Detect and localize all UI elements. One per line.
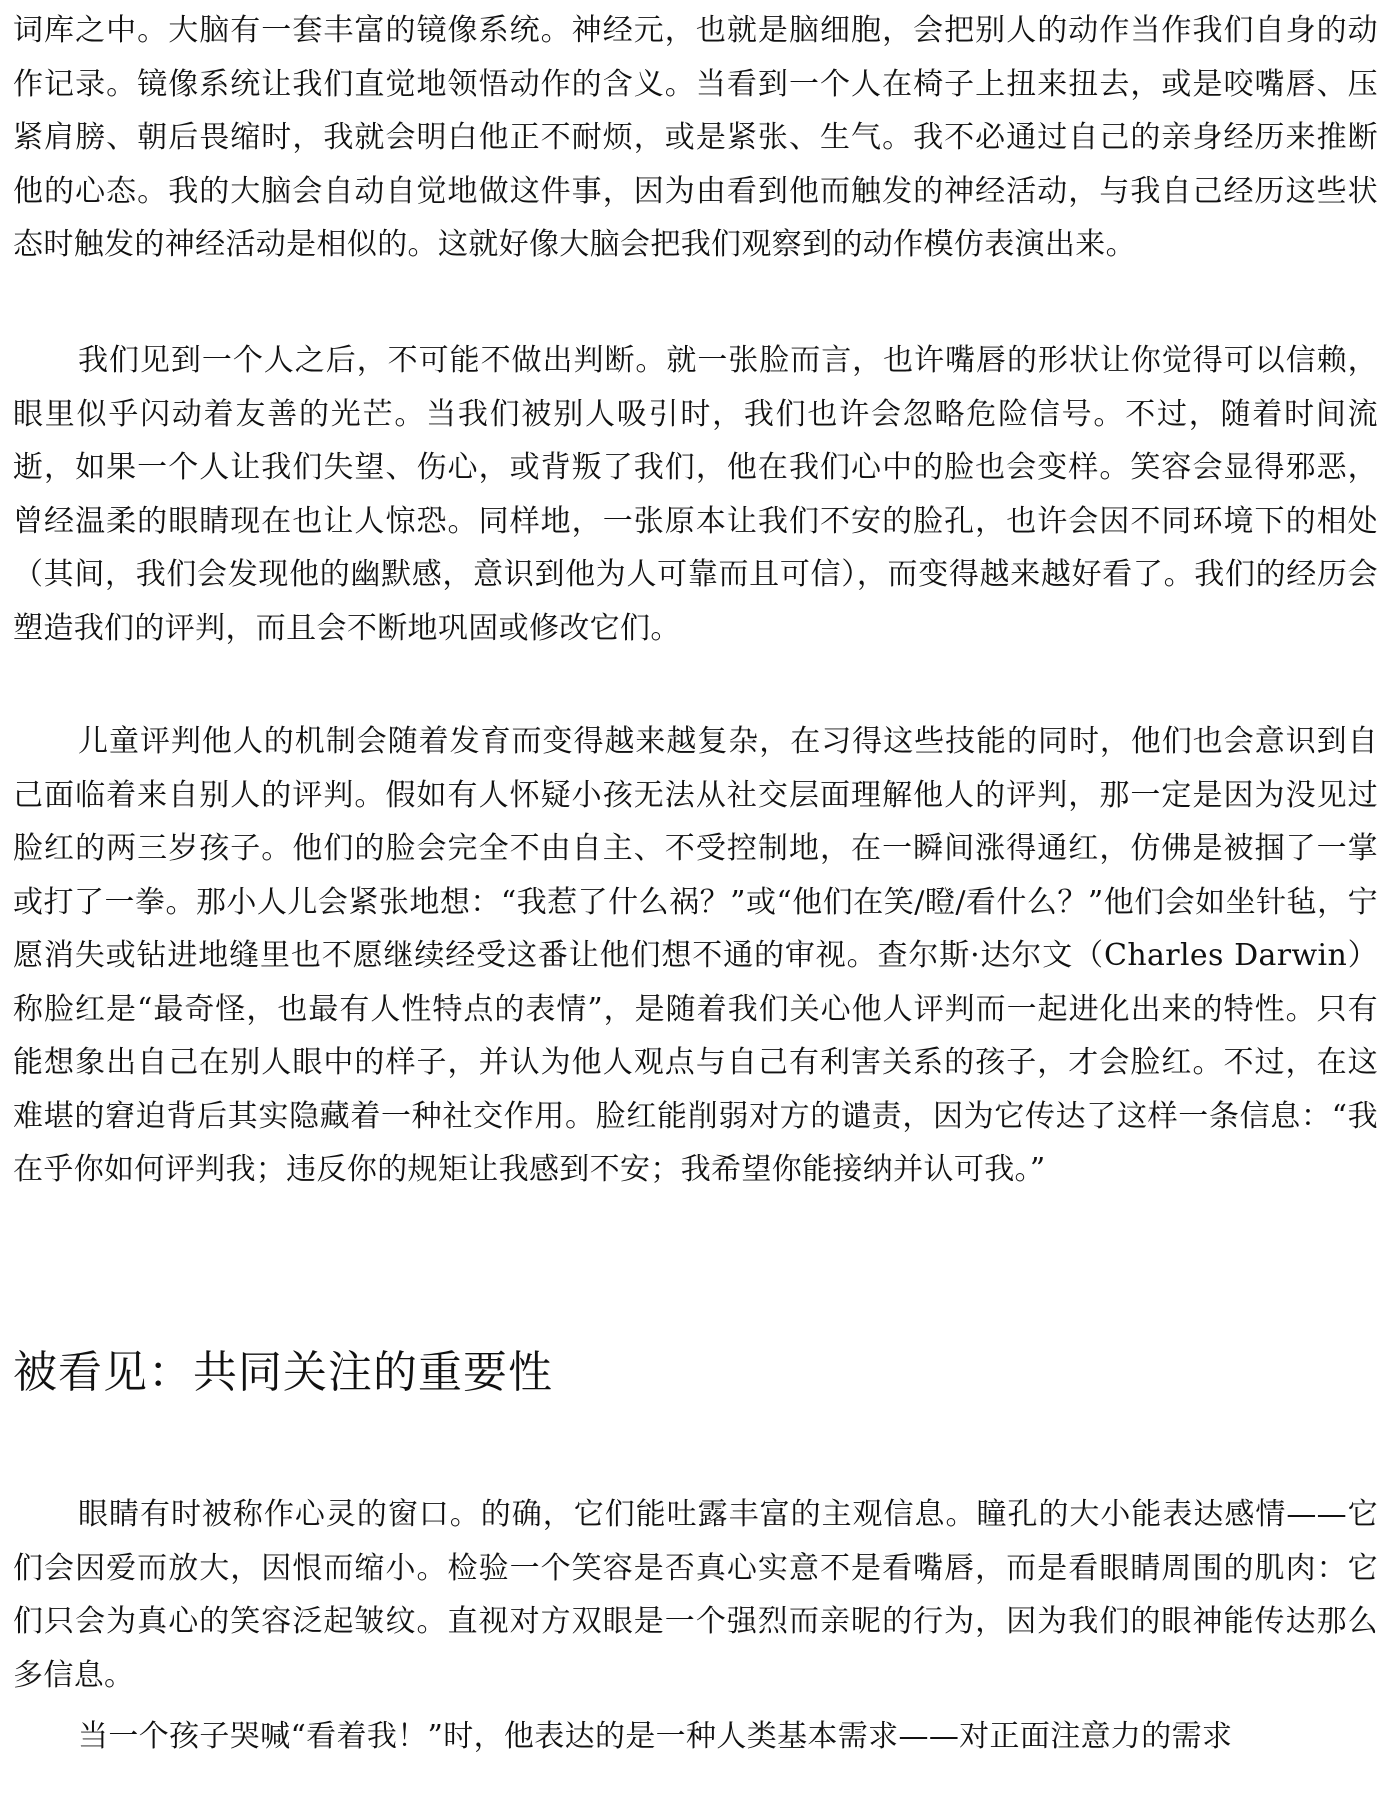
body-paragraph: 我们见到一个人之后，不可能不做出判断。就一张脸而言，也许嘴唇的形状让你觉得可以信赖，眼里似乎闪动着友善的光芒。当我们被别人吸引时，我们也许会忽略危险信号。不过，随着时间流逝，如果一个人让我们失望、伤心，或背叛了我们，他在我们心中的脸也会变样。笑容会显得邪恶，曾经温柔的眼睛现在也让人惊恐。同样地，一张原本让我们不安的脸孔，也许会因不同环境下的相处（其间，我们会发现他的幽默感，意识到他为人可靠而且可信），而变得越来越好看了。我们的经历会塑造我们的评判，而且会不断地巩固或修改它们。 xyxy=(13,343,1378,646)
body-paragraph: 儿童评判他人的机制会随着发育而变得越来越复杂，在习得这些技能的同时，他们也会意识到自己面临着来自别人的评判。假如有人怀疑小孩无法从社交层面理解他人的评判，那一定是因为没见过脸红的两三岁孩子。他们的脸会完全不由自主、不受控制地，在一瞬间涨得通红，仿佛是被掴了一掌或打了一拳。那小人儿会紧张地想：“我惹了什么祸？”或“他们在笑/瞪/看什么？”他们会如坐针毡，宁愿消失或钻进地缝里也不愿继续经受这番让他们想不通的审视。查尔斯·达尔文（Charles Darwin）称脸红是“最奇怪，也最有人性特点的表情”，是随着我们关心他人评判而一起进化出来的特性。只有能想象出自己在别人眼中的样子，并认为他人观点与自己有利害关系的孩子，才会脸红。不过，在这难堪的窘迫背后其实隐藏着一种社交作用。脸红能削弱对方的谴责，因为它传达了这样一条信息：“我在乎你如何评判我；违反你的规矩让我感到不安；我希望你能接纳并认可我。” xyxy=(13,724,1378,1187)
body-paragraph: 眼睛有时被称作心灵的窗口。的确，它们能吐露丰富的主观信息。瞳孔的大小能表达感情——它们会因爱而放大，因恨而缩小。检验一个笑容是否真心实意不是看嘴唇，而是看眼睛周围的肌肉：它们只会为真心的笑容泛起皱纹。直视对方双眼是一个强烈而亲昵的行为，因为我们的眼神能传达那么多信息。 xyxy=(13,1497,1378,1693)
section-heading: 被看见：共同关注的重要性 xyxy=(13,1347,553,1398)
body-paragraph: 当一个孩子哭喊“看着我！”时，他表达的是一种人类基本需求——对正面注意力的需求 xyxy=(78,1719,1233,1754)
document-page xyxy=(13,0,1378,1800)
body-paragraph: 词库之中。大脑有一套丰富的镜像系统。神经元，也就是脑细胞，会把别人的动作当作我们自身的动作记录。镜像系统让我们直觉地领悟动作的含义。当看到一个人在椅子上扭来扭去，或是咬嘴唇、压紧肩膀、朝后畏缩时，我就会明白他正不耐烦，或是紧张、生气。我不必通过自己的亲身经历来推断他的心态。我的大脑会自动自觉地做这件事，因为由看到他而触发的神经活动，与我自己经历这些状态时触发的神经活动是相似的。这就好像大脑会把我们观察到的动作模仿表演出来。 xyxy=(13,13,1378,262)
